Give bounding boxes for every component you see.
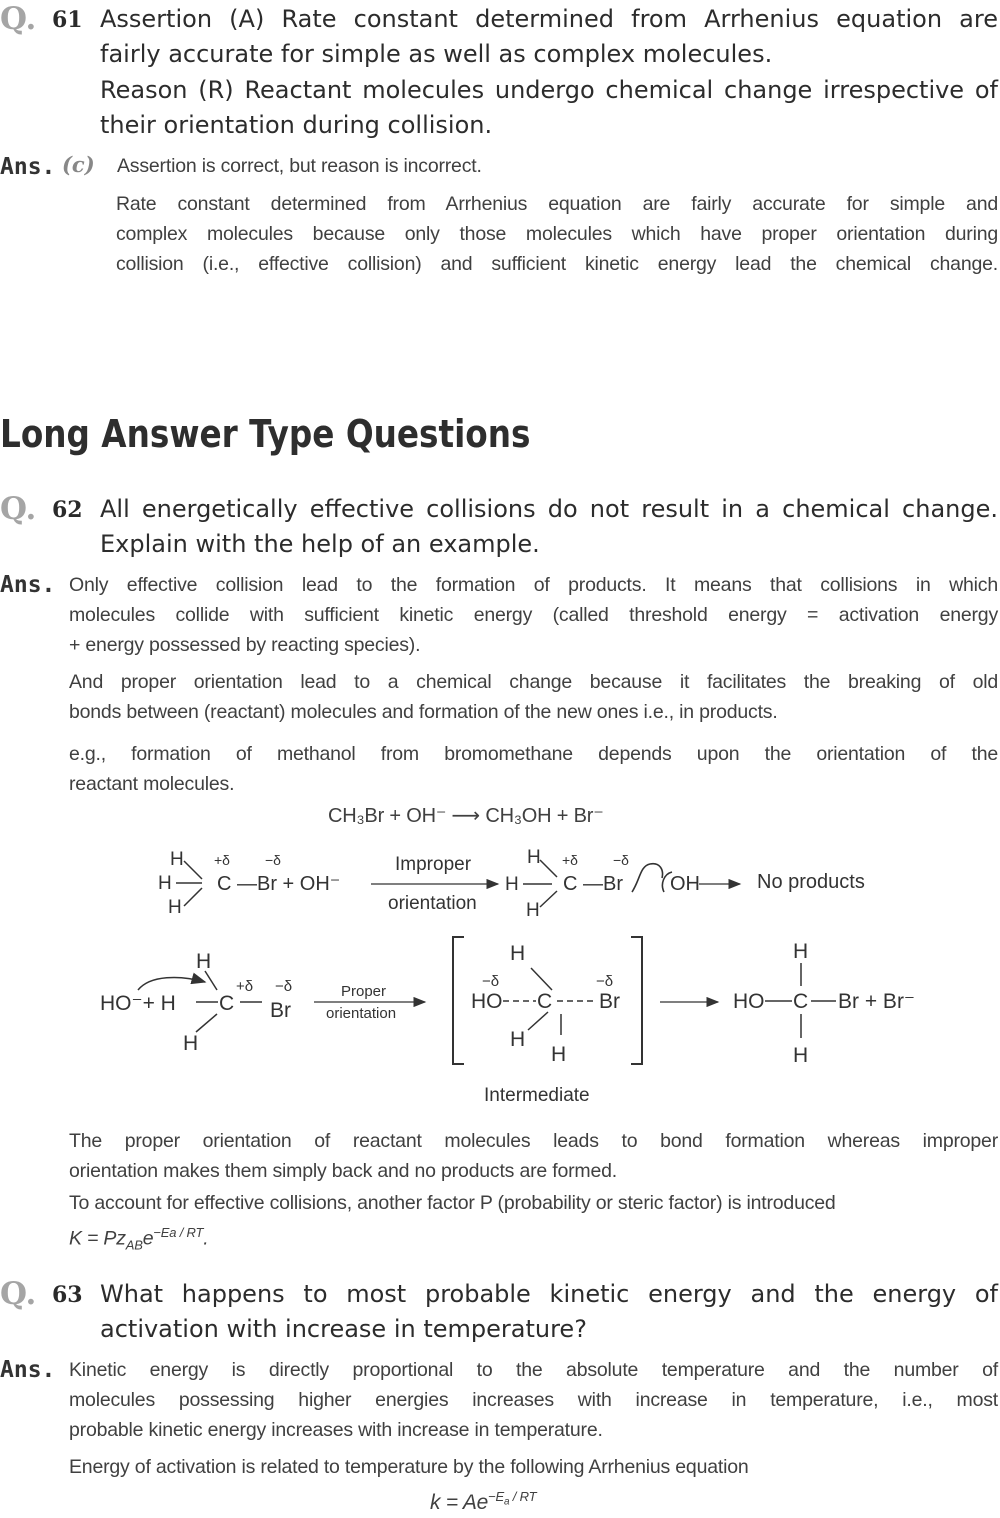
proper-label-bottom: orientation: [326, 1005, 397, 1022]
svg-text:C —Br: C —Br: [563, 873, 623, 895]
text-line: orientation makes them simply back and no products are formed.: [69, 1160, 617, 1182]
improper-orientation-row: [158, 847, 865, 921]
svg-text:H: H: [793, 940, 809, 963]
answer-paragraph-1: [69, 1355, 998, 1445]
question-number: 61: [52, 7, 83, 33]
svg-text:OH: OH: [670, 873, 700, 895]
svg-text:Br + Br⁻: Br + Br⁻: [838, 990, 916, 1013]
svg-text:H: H: [168, 897, 182, 918]
text-line: molecules possessing higher energies increases with increase in temperature, i.e., most: [69, 1389, 998, 1411]
question-61: [0, 2, 1000, 142]
no-products-label: No products: [757, 871, 865, 893]
text-line: Energy of activation is related to temperature by the following Arrhenius equation: [69, 1456, 749, 1478]
answer-statement: Assertion is correct, but reason is incorrect.: [117, 155, 482, 177]
proper-orientation-row: [100, 937, 915, 1106]
svg-text:−δ: −δ: [613, 852, 629, 868]
svg-text:H: H: [196, 950, 212, 973]
svg-text:H: H: [526, 900, 540, 921]
text-line: The proper orientation of reactant molecules leads to bond formation whereas improper: [69, 1130, 998, 1152]
svg-text:H: H: [505, 874, 519, 895]
question-text-line: Explain with the help of an example.: [100, 530, 540, 558]
text-line: Only effective collision lead to the formation of products. It means that collisions in which: [69, 574, 998, 596]
reaction-equation: CH₃Br + OH⁻ ⟶ CH₃OH + Br⁻: [328, 805, 604, 827]
section-title: Long Answer Type Questions: [0, 412, 531, 456]
text-line: Rate constant determined from Arrhenius equation are fairly accurate for simple and: [116, 193, 998, 215]
svg-text:Br: Br: [270, 999, 291, 1022]
question-text-line: activation with increase in temperature?: [100, 1315, 587, 1343]
svg-text:H: H: [510, 1028, 526, 1051]
text-line: collision (i.e., effective collision) and sufficient kinetic energy lead the chemical change.: [116, 253, 998, 275]
answer-label: Ans.: [0, 572, 56, 598]
question-text-line: All energetically effective collisions do not result in a chemical change.: [100, 495, 998, 523]
arrhenius-formula: $k = Ae^{-E_a / RT}$: [430, 1489, 537, 1514]
question-mark: Q.: [0, 1, 37, 37]
question-mark: Q.: [0, 1276, 37, 1312]
question-text-line: their orientation during collision.: [100, 111, 493, 139]
question-text-line: fairly accurate for simple as well as complex molecules.: [100, 40, 773, 68]
svg-text:HO: HO: [471, 990, 503, 1013]
question-number: 63: [52, 1282, 83, 1308]
reaction-mechanism-diagram: [0, 830, 1000, 1115]
text-line: bonds between (reactant) molecules and formation of the new ones i.e., in products.: [69, 701, 778, 723]
svg-text:−δ: −δ: [482, 973, 500, 990]
rate-constant-formula: $K = Pz_{AB}e^{-Ea / RT}$.: [69, 1225, 209, 1253]
text-line: And proper orientation lead to a chemical change because it facilitates the breaking of old: [69, 671, 998, 693]
answer-paragraph-1: [69, 570, 998, 660]
question-text-line: Assertion (A) Rate constant determined from Arrhenius equation are: [100, 5, 998, 33]
intermediate-label: Intermediate: [484, 1085, 590, 1106]
question-62: [0, 492, 1000, 564]
text-line: probable kinetic energy increases with increase in temperature.: [69, 1419, 603, 1441]
svg-text:+δ: +δ: [236, 978, 254, 995]
text-line: Kinetic energy is directly proportional to the absolute temperature and the number of: [69, 1359, 998, 1381]
text-line: molecules collide with sufficient kinetic energy (called threshold energy = activation energy: [69, 604, 998, 626]
svg-text:C: C: [793, 990, 809, 1013]
text-line: reactant molecules.: [69, 773, 235, 795]
answer-label: Ans.: [0, 1357, 56, 1383]
answer-paragraph-2: [69, 667, 998, 727]
proper-label-top: Proper: [341, 983, 387, 1000]
answer-paragraph-2: [69, 1452, 998, 1482]
svg-text:−δ: −δ: [275, 978, 293, 995]
svg-text:HO: HO: [733, 990, 765, 1013]
svg-text:Br: Br: [599, 990, 620, 1013]
question-mark: Q.: [0, 491, 37, 527]
text-line: + energy possessed by reacting species).: [69, 634, 421, 656]
answer-option: (c): [62, 152, 95, 177]
answer-label: Ans.: [0, 154, 56, 180]
svg-text:H: H: [170, 849, 184, 870]
text-line: To account for effective collisions, another factor P (probability or steric factor) is introduced: [69, 1192, 836, 1214]
svg-text:H: H: [158, 873, 172, 894]
question-63: [0, 1277, 1000, 1349]
svg-text:H: H: [551, 1043, 567, 1066]
question-text-line: Reason (R) Reactant molecules undergo chemical change irrespective of: [100, 76, 998, 104]
svg-text:H: H: [183, 1032, 199, 1055]
svg-text:H: H: [527, 847, 541, 868]
improper-label-top: Improper: [395, 854, 472, 875]
svg-text:−δ: −δ: [265, 852, 281, 868]
svg-text:+δ: +δ: [214, 852, 230, 868]
text-line: e.g., formation of methanol from bromomethane depends upon the orientation of the: [69, 743, 998, 765]
text-line: complex molecules because only those molecules which have proper orientation during: [116, 223, 998, 245]
svg-text:−δ: −δ: [596, 973, 614, 990]
svg-text:HO⁻+ H: HO⁻+ H: [100, 992, 176, 1015]
svg-text:H: H: [793, 1044, 809, 1067]
question-number: 62: [52, 497, 83, 523]
answer-explanation: [116, 189, 998, 279]
answer-paragraph-5: [69, 1188, 998, 1218]
question-text-line: What happens to most probable kinetic energy and the energy of: [100, 1280, 998, 1308]
svg-text:+δ: +δ: [562, 852, 578, 868]
svg-text:C —Br + OH⁻: C —Br + OH⁻: [217, 873, 341, 895]
answer-paragraph-4: [69, 1126, 998, 1186]
svg-text:C: C: [537, 990, 553, 1013]
svg-text:C: C: [219, 992, 235, 1015]
svg-text:H: H: [510, 942, 526, 965]
answer-paragraph-3: [69, 739, 998, 799]
improper-label-bottom: orientation: [388, 893, 477, 914]
